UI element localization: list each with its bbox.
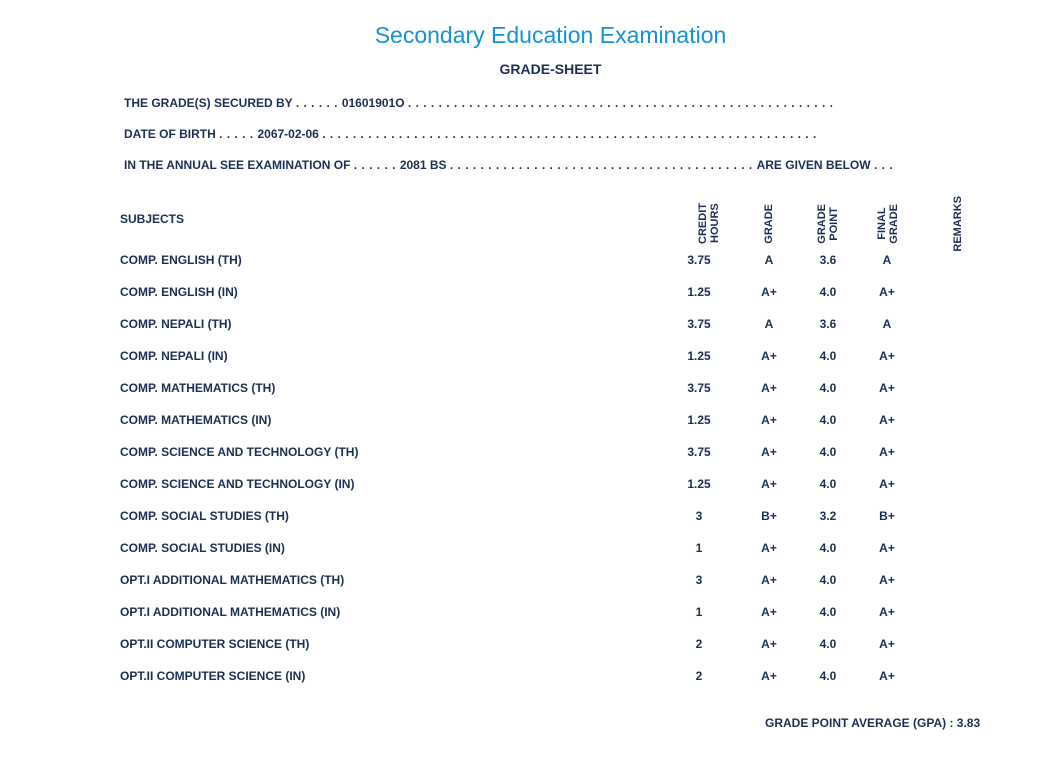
grade-cell: A+ — [761, 477, 777, 491]
subject-cell: COMP. SCIENCE AND TECHNOLOGY (IN) — [120, 477, 355, 491]
grade-cell: A+ — [761, 573, 777, 587]
exam-suffix: ARE GIVEN BELOW — [756, 158, 871, 172]
table-row — [0, 669, 1051, 689]
table-row — [0, 637, 1051, 657]
header-grade-point: GRADE POINT — [816, 204, 840, 244]
credit-hours-cell: 1.25 — [687, 477, 711, 491]
credit-hours-cell: 3.75 — [687, 381, 711, 395]
header-credit-hours: CREDIT HOURS — [697, 203, 721, 244]
subject-cell: COMP. NEPALI (TH) — [120, 317, 232, 331]
credit-hours-cell: 1 — [695, 541, 703, 555]
exam-label: IN THE ANNUAL SEE EXAMINATION OF — [124, 158, 351, 172]
grade-cell: A+ — [761, 285, 777, 299]
grade-point-cell: 3.2 — [819, 509, 837, 523]
subject-cell: OPT.II COMPUTER SCIENCE (TH) — [120, 637, 310, 651]
final-grade-cell: A+ — [879, 573, 895, 587]
table-row — [0, 477, 1051, 497]
subject-cell: COMP. SOCIAL STUDIES (TH) — [120, 509, 289, 523]
dob-label: DATE OF BIRTH — [124, 127, 216, 141]
grade-point-cell: 4.0 — [819, 445, 837, 459]
secured-by-label: THE GRADE(S) SECURED BY — [124, 96, 293, 110]
table-row — [0, 285, 1051, 305]
final-grade-cell: A+ — [879, 605, 895, 619]
credit-hours-cell: 1.25 — [687, 413, 711, 427]
header-remarks: REMARKS — [952, 196, 964, 252]
subject-cell: COMP. MATHEMATICS (TH) — [120, 381, 276, 395]
grade-cell: A+ — [761, 605, 777, 619]
dob-line: DATE OF BIRTH . . . . . 2067-02-06 . . . . . . . . . . . . . . . . . . . . . . . . . . . . . . . . . . . . . . . . . . . . . . . . . . . . . . . . . . . . . . . . . — [124, 127, 817, 141]
subject-cell: COMP. SCIENCE AND TECHNOLOGY (TH) — [120, 445, 359, 459]
subject-cell: COMP. ENGLISH (IN) — [120, 285, 238, 299]
header-grade: GRADE — [763, 204, 775, 244]
table-row — [0, 349, 1051, 369]
grade-cell: A+ — [761, 541, 777, 555]
table-row — [0, 509, 1051, 529]
subject-cell: OPT.II COMPUTER SCIENCE (IN) — [120, 669, 306, 683]
credit-hours-cell: 3.75 — [687, 253, 711, 267]
gpa-label: GRADE POINT AVERAGE (GPA) : — [765, 716, 954, 730]
dob-value: 2067-02-06 — [257, 127, 319, 141]
final-grade-cell: A+ — [879, 349, 895, 363]
table-row — [0, 605, 1051, 625]
subject-cell: OPT.I ADDITIONAL MATHEMATICS (TH) — [120, 573, 345, 587]
subject-cell: COMP. NEPALI (IN) — [120, 349, 228, 363]
credit-hours-cell: 1.25 — [687, 285, 711, 299]
table-row — [0, 445, 1051, 465]
grade-point-cell: 4.0 — [819, 573, 837, 587]
final-grade-cell: A+ — [879, 413, 895, 427]
credit-hours-cell: 2 — [695, 669, 703, 683]
grade-cell: A — [764, 317, 774, 331]
final-grade-cell: A+ — [879, 669, 895, 683]
grade-point-cell: 3.6 — [819, 253, 837, 267]
table-row — [0, 413, 1051, 433]
credit-hours-cell: 2 — [695, 637, 703, 651]
grade-point-cell: 4.0 — [819, 285, 837, 299]
final-grade-cell: A+ — [879, 445, 895, 459]
final-grade-cell: A — [882, 317, 892, 331]
subject-cell: COMP. ENGLISH (TH) — [120, 253, 242, 267]
gpa-line — [765, 716, 980, 730]
final-grade-cell: A+ — [879, 285, 895, 299]
final-grade-cell: A — [882, 253, 892, 267]
page-title: Secondary Education Examination — [374, 22, 727, 48]
grade-point-cell: 4.0 — [819, 413, 837, 427]
final-grade-cell: B+ — [879, 509, 895, 523]
final-grade-cell: A+ — [879, 381, 895, 395]
credit-hours-cell: 3.75 — [687, 445, 711, 459]
grade-cell: A+ — [761, 381, 777, 395]
grade-cell: A+ — [761, 637, 777, 651]
table-row — [0, 253, 1051, 273]
grade-point-cell: 4.0 — [819, 669, 837, 683]
secured-by-line: THE GRADE(S) SECURED BY . . . . . . 01601901O . . . . . . . . . . . . . . . . . . . . . . . . . . . . . . . . . . . . . . . . . . . . . . . . . . . . . . . . — [124, 96, 834, 110]
subject-cell: OPT.I ADDITIONAL MATHEMATICS (IN) — [120, 605, 341, 619]
header-subjects: SUBJECTS — [120, 212, 185, 226]
gpa-value: 3.83 — [956, 716, 981, 730]
grade-point-cell: 4.0 — [819, 477, 837, 491]
table-row — [0, 573, 1051, 593]
grade-cell: B+ — [761, 509, 777, 523]
grade-point-cell: 4.0 — [819, 349, 837, 363]
credit-hours-cell: 1 — [695, 605, 703, 619]
credit-hours-cell: 3 — [695, 573, 703, 587]
grade-cell: A — [764, 253, 774, 267]
grade-cell: A+ — [761, 669, 777, 683]
grade-point-cell: 4.0 — [819, 605, 837, 619]
page-subtitle: GRADE-SHEET — [499, 61, 602, 77]
exam-value: 2081 BS — [399, 158, 447, 172]
grade-point-cell: 4.0 — [819, 381, 837, 395]
grade-cell: A+ — [761, 445, 777, 459]
table-row — [0, 317, 1051, 337]
header-final-grade: FINAL GRADE — [876, 204, 900, 244]
exam-line: IN THE ANNUAL SEE EXAMINATION OF . . . . . . 2081 BS . . . . . . . . . . . . . . . . . . . . . . . . . . . . . . . . . . . . . . . . ARE GIVEN BELOW . . . — [124, 158, 894, 172]
table-row — [0, 541, 1051, 561]
grade-cell: A+ — [761, 349, 777, 363]
final-grade-cell: A+ — [879, 637, 895, 651]
final-grade-cell: A+ — [879, 541, 895, 555]
credit-hours-cell: 1.25 — [687, 349, 711, 363]
subject-cell: COMP. SOCIAL STUDIES (IN) — [120, 541, 285, 555]
final-grade-cell: A+ — [879, 477, 895, 491]
table-row — [0, 381, 1051, 401]
grade-point-cell: 4.0 — [819, 637, 837, 651]
subject-cell: COMP. MATHEMATICS (IN) — [120, 413, 272, 427]
secured-by-value: 01601901O — [341, 96, 405, 110]
credit-hours-cell: 3.75 — [687, 317, 711, 331]
credit-hours-cell: 3 — [695, 509, 703, 523]
grade-point-cell: 3.6 — [819, 317, 837, 331]
grade-point-cell: 4.0 — [819, 541, 837, 555]
grade-cell: A+ — [761, 413, 777, 427]
